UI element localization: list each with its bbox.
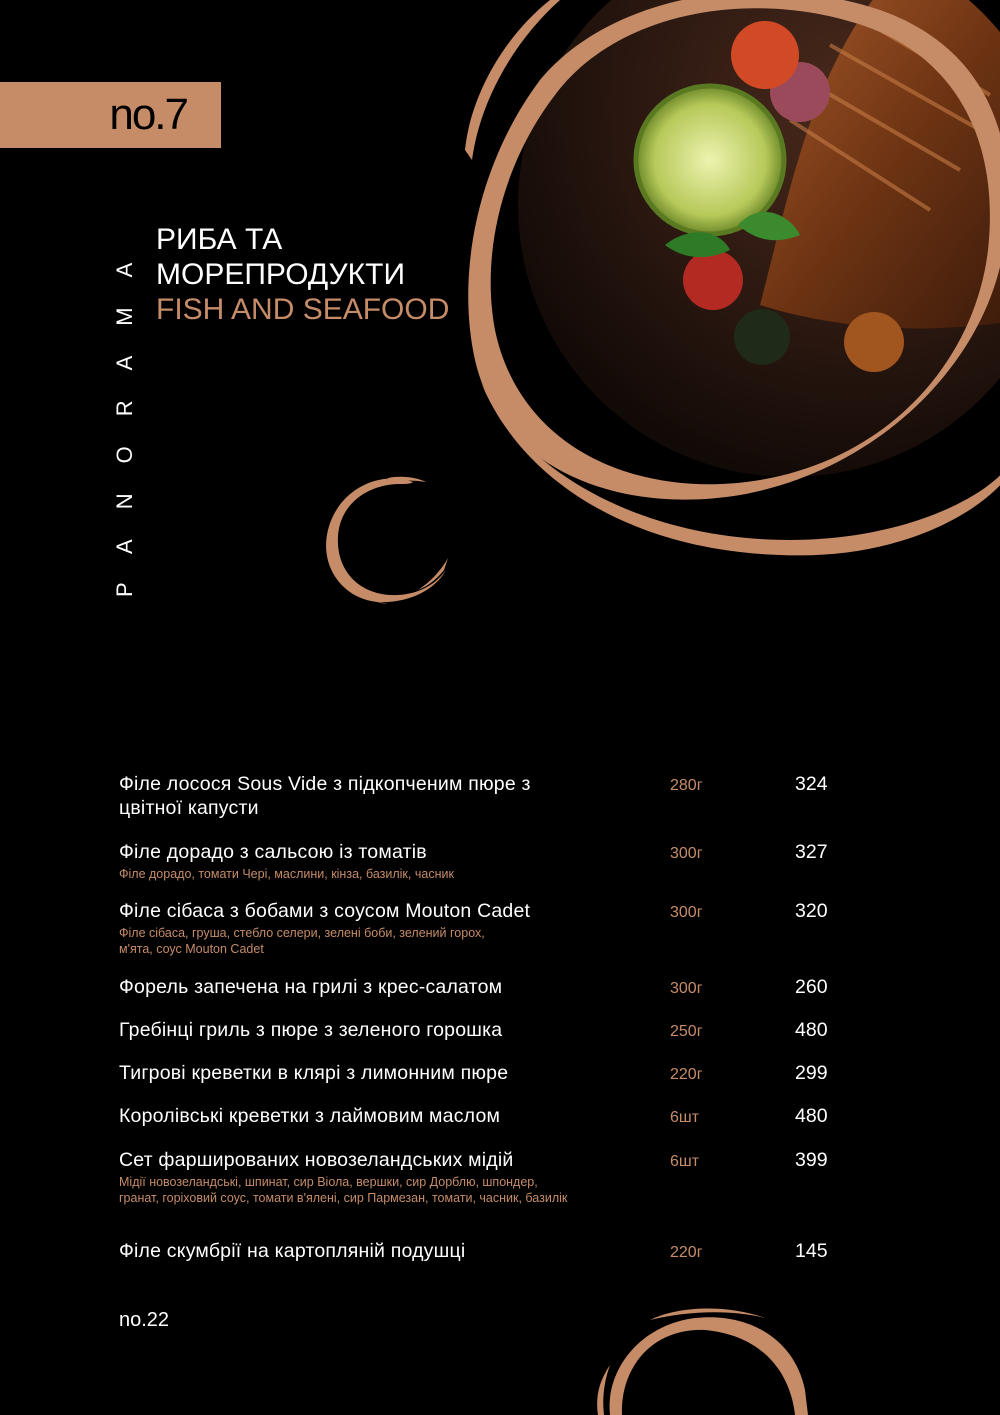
fish-dish-photo bbox=[460, 0, 1000, 560]
item-weight: 300г bbox=[670, 845, 703, 862]
item-weight: 6шт bbox=[670, 1153, 700, 1170]
section-number: no.7 bbox=[109, 90, 187, 139]
item-price: 480 bbox=[795, 1019, 828, 1041]
title-ua-line1: РИБА ТА bbox=[156, 223, 283, 256]
menu-list bbox=[119, 772, 859, 1279]
item-price: 260 bbox=[795, 976, 828, 998]
item-name: Сет фаршированих новозеландських мідій bbox=[119, 1149, 514, 1171]
item-name: Філе дорадо з сальсою із томатів bbox=[119, 841, 427, 863]
item-description: Мідії новозеландські, шпинат, сир Віола, вершки, сир Дорблю, шпондер, гранат, горіховий соус, томати в'ялені, сир Пармезан, томати, часник, базилік bbox=[119, 1175, 568, 1205]
menu-item bbox=[119, 772, 859, 840]
item-name: Форель запечена на грилі з крес-салатом bbox=[119, 976, 503, 998]
title-ua-line2: МОРЕПРОДУКТИ bbox=[156, 258, 406, 291]
menu-item bbox=[119, 1061, 859, 1104]
item-price: 480 bbox=[795, 1105, 828, 1127]
brush-circle-decoration bbox=[318, 470, 453, 610]
item-weight: 300г bbox=[670, 980, 703, 997]
item-description: Філе дорадо, томати Чері, маслини, кінза, базилік, часник bbox=[119, 867, 454, 881]
menu-item bbox=[119, 899, 859, 975]
item-name: Філе лосося Sous Vide з підкопченим пюре з цвітної капусти bbox=[119, 773, 531, 819]
item-price: 324 bbox=[795, 773, 828, 795]
menu-item bbox=[119, 1239, 859, 1279]
section-number-tab bbox=[0, 82, 221, 148]
menu-item bbox=[119, 975, 859, 1018]
section-title bbox=[156, 222, 449, 327]
menu-item bbox=[119, 840, 859, 899]
brush-ring-decoration bbox=[590, 1300, 820, 1415]
menu-item bbox=[119, 1018, 859, 1061]
item-price: 299 bbox=[795, 1062, 828, 1084]
item-price: 399 bbox=[795, 1149, 828, 1171]
item-price: 145 bbox=[795, 1240, 828, 1262]
item-name: Тигрові креветки в клярі з лимонним пюре bbox=[119, 1062, 509, 1084]
item-price: 320 bbox=[795, 900, 828, 922]
page-number: no.22 bbox=[119, 1309, 170, 1331]
item-weight: 280г bbox=[670, 777, 703, 794]
item-name: Королівські креветки з лаймовим маслом bbox=[119, 1105, 501, 1127]
item-weight: 300г bbox=[670, 904, 703, 921]
item-name: Гребінці гриль з пюре з зеленого горошка bbox=[119, 1019, 503, 1041]
menu-item bbox=[119, 1148, 859, 1239]
brand-vertical: PANORAMA bbox=[112, 232, 137, 597]
menu-item bbox=[119, 1104, 859, 1148]
item-weight: 6шт bbox=[670, 1109, 700, 1126]
title-en: FISH AND SEAFOOD bbox=[156, 293, 450, 326]
item-name: Філе сібаса з бобами з соусом Mouton Cadet bbox=[119, 900, 531, 922]
item-name: Філе скумбрії на картопляній подушці bbox=[119, 1240, 466, 1262]
item-weight: 220г bbox=[670, 1066, 703, 1083]
item-description: Філе сібаса, груша, стебло селери, зелені боби, зелений горох, м'ята, соус Mouton Cadet bbox=[119, 926, 485, 956]
item-weight: 250г bbox=[670, 1023, 703, 1040]
item-price: 327 bbox=[795, 841, 828, 863]
item-weight: 220г bbox=[670, 1244, 703, 1261]
